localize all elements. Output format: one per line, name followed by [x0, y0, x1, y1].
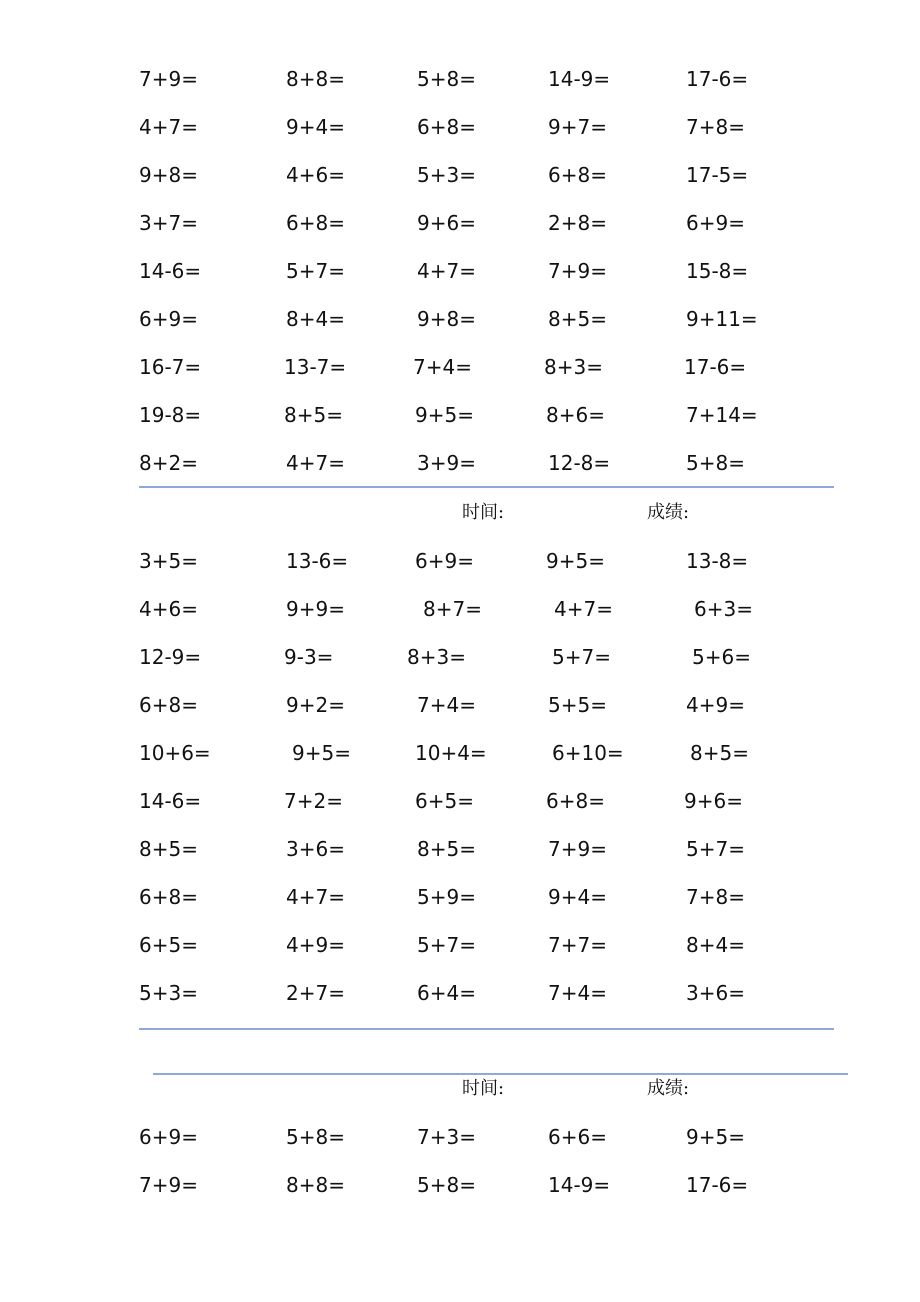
problem: 6+8=: [139, 885, 198, 909]
problem: 17-6=: [686, 67, 749, 91]
problem: 13-7=: [284, 355, 347, 379]
problem: 6+5=: [139, 933, 198, 957]
problem: 7+3=: [417, 1125, 476, 1149]
problem: 8+5=: [548, 307, 607, 331]
problem: 6+8=: [139, 693, 198, 717]
problem: 12-8=: [548, 451, 611, 475]
problem: 8+5=: [284, 403, 343, 427]
problem: 5+7=: [686, 837, 745, 861]
time-label: 时间:: [462, 1078, 505, 1099]
problem: 8+5=: [417, 837, 476, 861]
divider-line: [139, 1028, 834, 1030]
problem: 3+6=: [686, 981, 745, 1005]
problem: 6+5=: [415, 789, 474, 813]
problem: 7+9=: [139, 67, 198, 91]
problem: 4+6=: [286, 163, 345, 187]
problem: 4+7=: [554, 597, 613, 621]
problem: 8+4=: [286, 307, 345, 331]
problem: 9+7=: [548, 115, 607, 139]
problem: 9+11=: [686, 307, 758, 331]
problem: 7+4=: [413, 355, 472, 379]
problem: 7+8=: [686, 885, 745, 909]
problem: 4+7=: [286, 885, 345, 909]
problem: 7+14=: [686, 403, 758, 427]
problem: 9+4=: [286, 115, 345, 139]
divider-line: [139, 486, 834, 488]
problem: 6+8=: [417, 115, 476, 139]
problem: 14-6=: [139, 789, 202, 813]
problem: 5+7=: [286, 259, 345, 283]
score-label: 成绩:: [647, 502, 690, 523]
problem: 3+5=: [139, 549, 198, 573]
problem: 17-6=: [684, 355, 747, 379]
problem: 7+7=: [548, 933, 607, 957]
problem: 7+2=: [284, 789, 343, 813]
problem: 16-7=: [139, 355, 202, 379]
problem: 5+7=: [552, 645, 611, 669]
problem: 6+9=: [415, 549, 474, 573]
problem: 14-9=: [548, 1173, 611, 1197]
problem: 4+9=: [686, 693, 745, 717]
problem: 9+9=: [286, 597, 345, 621]
problem: 14-6=: [139, 259, 202, 283]
problem: 2+8=: [548, 211, 607, 235]
problem: 9+6=: [417, 211, 476, 235]
problem: 9+4=: [548, 885, 607, 909]
problem: 9+5=: [415, 403, 474, 427]
problem: 6+8=: [546, 789, 605, 813]
problem: 13-8=: [686, 549, 749, 573]
problem: 9+8=: [139, 163, 198, 187]
problem: 19-8=: [139, 403, 202, 427]
problem: 9+8=: [417, 307, 476, 331]
problem: 7+4=: [417, 693, 476, 717]
problem: 3+9=: [417, 451, 476, 475]
problem: 6+6=: [548, 1125, 607, 1149]
time-label: 时间:: [462, 502, 505, 523]
problem: 2+7=: [286, 981, 345, 1005]
problem: 6+10=: [552, 741, 624, 765]
problem: 5+3=: [139, 981, 198, 1005]
problem: 4+7=: [417, 259, 476, 283]
problem: 10+4=: [415, 741, 487, 765]
problem: 6+9=: [139, 307, 198, 331]
problem: 6+9=: [139, 1125, 198, 1149]
problem: 4+9=: [286, 933, 345, 957]
problem: 9+5=: [686, 1125, 745, 1149]
problem: 5+6=: [692, 645, 751, 669]
divider-line: [153, 1073, 848, 1075]
problem: 9+6=: [684, 789, 743, 813]
problem: 8+6=: [546, 403, 605, 427]
problem: 12-9=: [139, 645, 202, 669]
problem: 6+4=: [417, 981, 476, 1005]
problem: 5+8=: [286, 1125, 345, 1149]
problem: 10+6=: [139, 741, 211, 765]
problem: 5+8=: [417, 67, 476, 91]
problem: 8+5=: [139, 837, 198, 861]
problem: 7+4=: [548, 981, 607, 1005]
problem: 8+8=: [286, 67, 345, 91]
problem: 13-6=: [286, 549, 349, 573]
problem: 5+5=: [548, 693, 607, 717]
problem: 9+2=: [286, 693, 345, 717]
problem: 6+9=: [686, 211, 745, 235]
score-label: 成绩:: [647, 1078, 690, 1099]
problem: 9+5=: [546, 549, 605, 573]
problem: 8+5=: [690, 741, 749, 765]
problem: 3+7=: [139, 211, 198, 235]
problem: 3+6=: [286, 837, 345, 861]
problem: 7+9=: [548, 837, 607, 861]
problem: 5+8=: [686, 451, 745, 475]
problem: 4+7=: [139, 115, 198, 139]
problem: 17-6=: [686, 1173, 749, 1197]
problem: 6+8=: [548, 163, 607, 187]
problem: 8+2=: [139, 451, 198, 475]
problem: 6+3=: [694, 597, 753, 621]
problem: 9-3=: [284, 645, 334, 669]
problem: 7+9=: [139, 1173, 198, 1197]
problem: 8+4=: [686, 933, 745, 957]
problem: 5+7=: [417, 933, 476, 957]
problem: 14-9=: [548, 67, 611, 91]
problem: 15-8=: [686, 259, 749, 283]
problem: 4+6=: [139, 597, 198, 621]
problem: 8+7=: [423, 597, 482, 621]
problem: 5+8=: [417, 1173, 476, 1197]
problem: 6+8=: [286, 211, 345, 235]
problem: 8+8=: [286, 1173, 345, 1197]
problem: 4+7=: [286, 451, 345, 475]
problem: 8+3=: [544, 355, 603, 379]
problem: 8+3=: [407, 645, 466, 669]
problem: 7+9=: [548, 259, 607, 283]
problem: 5+9=: [417, 885, 476, 909]
problem: 17-5=: [686, 163, 749, 187]
problem: 5+3=: [417, 163, 476, 187]
problem: 7+8=: [686, 115, 745, 139]
problem: 9+5=: [292, 741, 351, 765]
